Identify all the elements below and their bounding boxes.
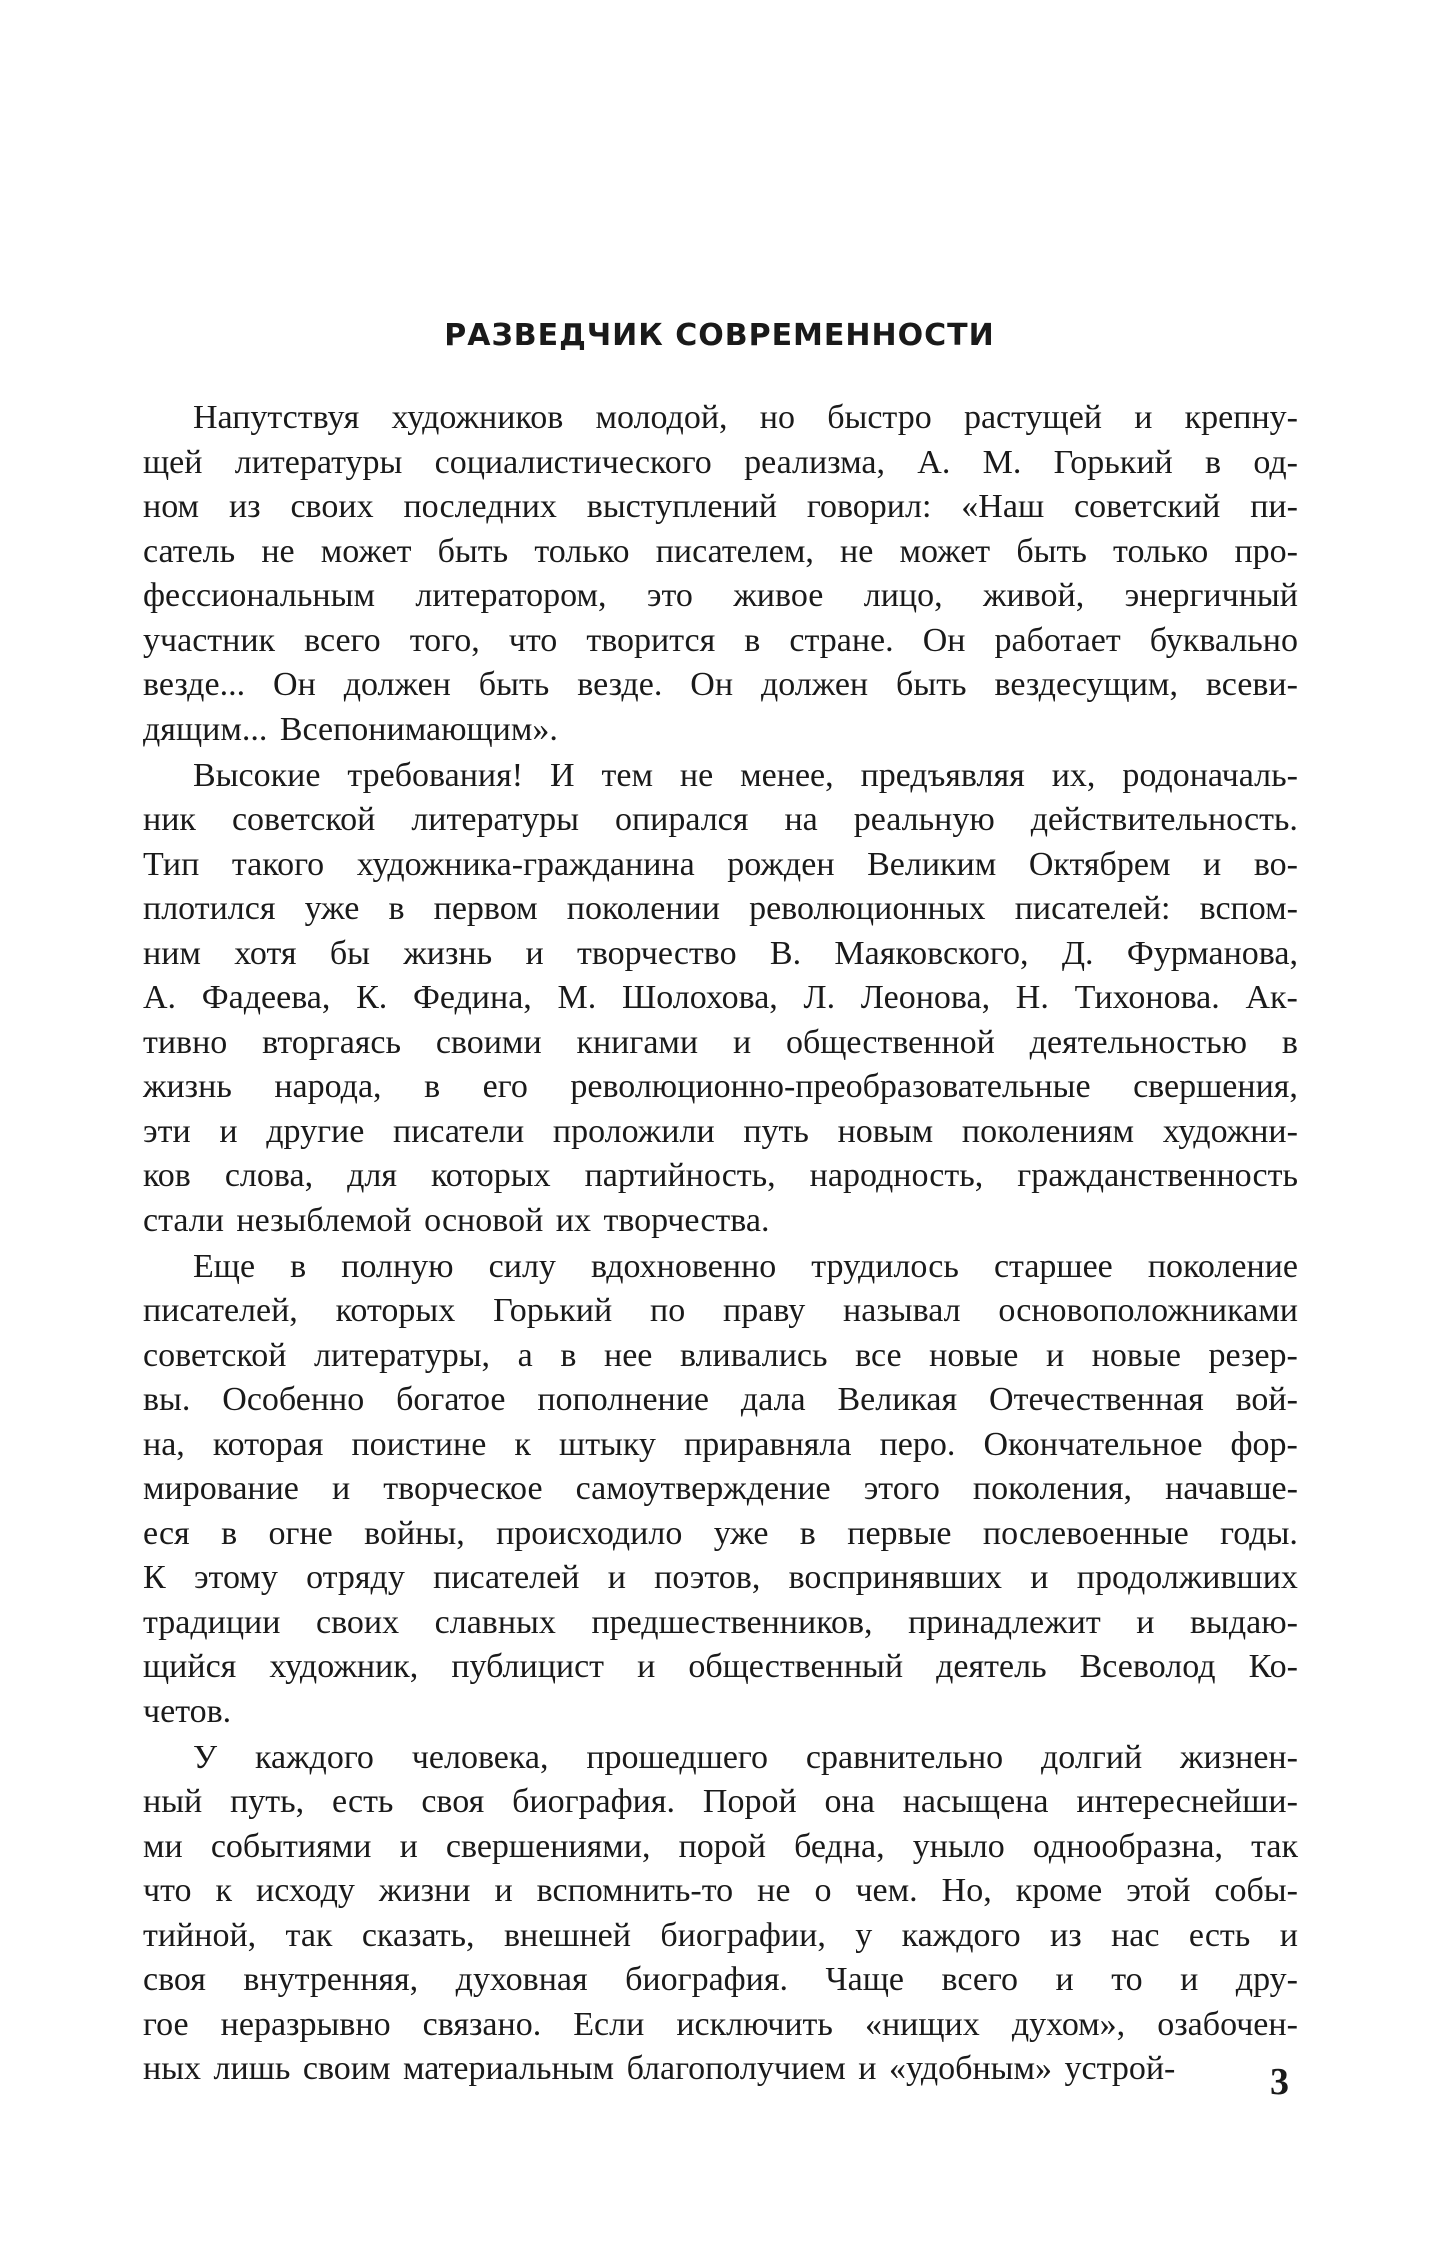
- text-line: К этому отряду писателей и поэтов, воспринявших и продолживших: [143, 1559, 1298, 1596]
- text-line: ный путь, есть своя биография. Порой она насыщена интереснейши-: [143, 1783, 1298, 1820]
- paragraph: [143, 1245, 1298, 1735]
- text-line: ми событиями и свершениями, порой бедна, уныло однообразна, так: [143, 1827, 1298, 1865]
- text-line: щийся художник, публицист и общественный деятель Всеволод Ко-: [143, 1648, 1298, 1685]
- text-line: эти и другие писатели проложили путь новым поколениям художни-: [143, 1112, 1298, 1150]
- text-line: четов.: [143, 1692, 232, 1730]
- paragraph: [143, 396, 1298, 752]
- text-line: фессиональным литератором, это живое лицо, живой, энергичный: [143, 577, 1298, 614]
- text-line: ник советской литературы опирался на реальную действительность.: [143, 801, 1298, 838]
- text-line: что к исходу жизни и вспомнить-то не о чем. Но, кроме этой собы-: [143, 1872, 1298, 1909]
- text-line: на, которая поистине к штыку приравняла перо. Окончательное фор-: [143, 1425, 1298, 1463]
- text-line: У каждого человека, прошедшего сравнительно долгий жизнен-: [193, 1738, 1298, 1776]
- text-line: тивно вторгаясь своими книгами и общественной деятельностью в: [143, 1023, 1298, 1061]
- text-line: щей литературы социалистического реализма, А. М. Горький в од-: [143, 443, 1298, 481]
- paragraph: [143, 754, 1298, 1244]
- text-line: стали незыблемой основой их творчества.: [143, 1201, 770, 1239]
- text-line: везде... Он должен быть везде. Он должен быть вездесущим, всеви-: [143, 666, 1298, 703]
- paragraph: [143, 1736, 1298, 2092]
- text-line: писателей, которых Горький по праву называл основоположниками: [143, 1292, 1298, 1329]
- text-line: Еще в полную силу вдохновенно трудилось старшее поколение: [193, 1247, 1298, 1285]
- text-line: Высокие требования! И тем не менее, предъявляя их, родоначаль-: [193, 756, 1298, 794]
- text-line: традиции своих славных предшественников, принадлежит и выдаю-: [143, 1603, 1298, 1641]
- text-line: ним хотя бы жизнь и творчество В. Маяковского, Д. Фурманова,: [143, 934, 1298, 972]
- page-number: 3: [1270, 2061, 1289, 2103]
- text-line: гое неразрывно связано. Если исключить «нищих духом», озабочен-: [143, 2005, 1298, 2043]
- text-line: дящим... Всепонимающим».: [143, 710, 558, 748]
- text-line: участник всего того, что творится в стране. Он работает буквально: [143, 621, 1298, 659]
- text-line: ном из своих последних выступлений говорил: «Наш советский пи-: [143, 488, 1298, 525]
- chapter-title: РАЗВЕДЧИК СОВРЕМЕННОСТИ: [444, 318, 995, 353]
- text-line: Тип такого художника-гражданина рожден Великим Октябрем и во-: [143, 845, 1298, 883]
- text-line: А. Фадеева, К. Федина, М. Шолохова, Л. Леонова, Н. Тихонова. Ак-: [143, 979, 1298, 1016]
- text-line: жизнь народа, в его революционно-преобразовательные свершения,: [143, 1068, 1298, 1105]
- text-line: ков слова, для которых партийность, народность, гражданственность: [143, 1157, 1298, 1194]
- text-line: плотился уже в первом поколении революционных писателей: вспом-: [143, 890, 1298, 927]
- text-line: своя внутренняя, духовная биография. Чаще всего и то и дру-: [143, 1961, 1298, 1998]
- text-line: вы. Особенно богатое пополнение дала Великая Отечественная вой-: [143, 1381, 1298, 1418]
- text-line: мирование и творческое самоутверждение этого поколения, начавше-: [143, 1470, 1298, 1507]
- text-line: тийной, так сказать, внешней биографии, у каждого из нас есть и: [143, 1916, 1298, 1954]
- text-line: ных лишь своим материальным благополучием и «удобным» устрой-: [143, 2050, 1176, 2087]
- body-text: [143, 396, 1298, 2093]
- text-line: сатель не может быть только писателем, не может быть только про-: [143, 532, 1298, 570]
- text-line: еся в огне войны, происходило уже в первые послевоенные годы.: [143, 1514, 1298, 1552]
- text-line: советской литературы, а в нее вливались все новые и новые резер-: [143, 1336, 1298, 1374]
- text-line: Напутствуя художников молодой, но быстро растущей и крепну-: [193, 399, 1298, 436]
